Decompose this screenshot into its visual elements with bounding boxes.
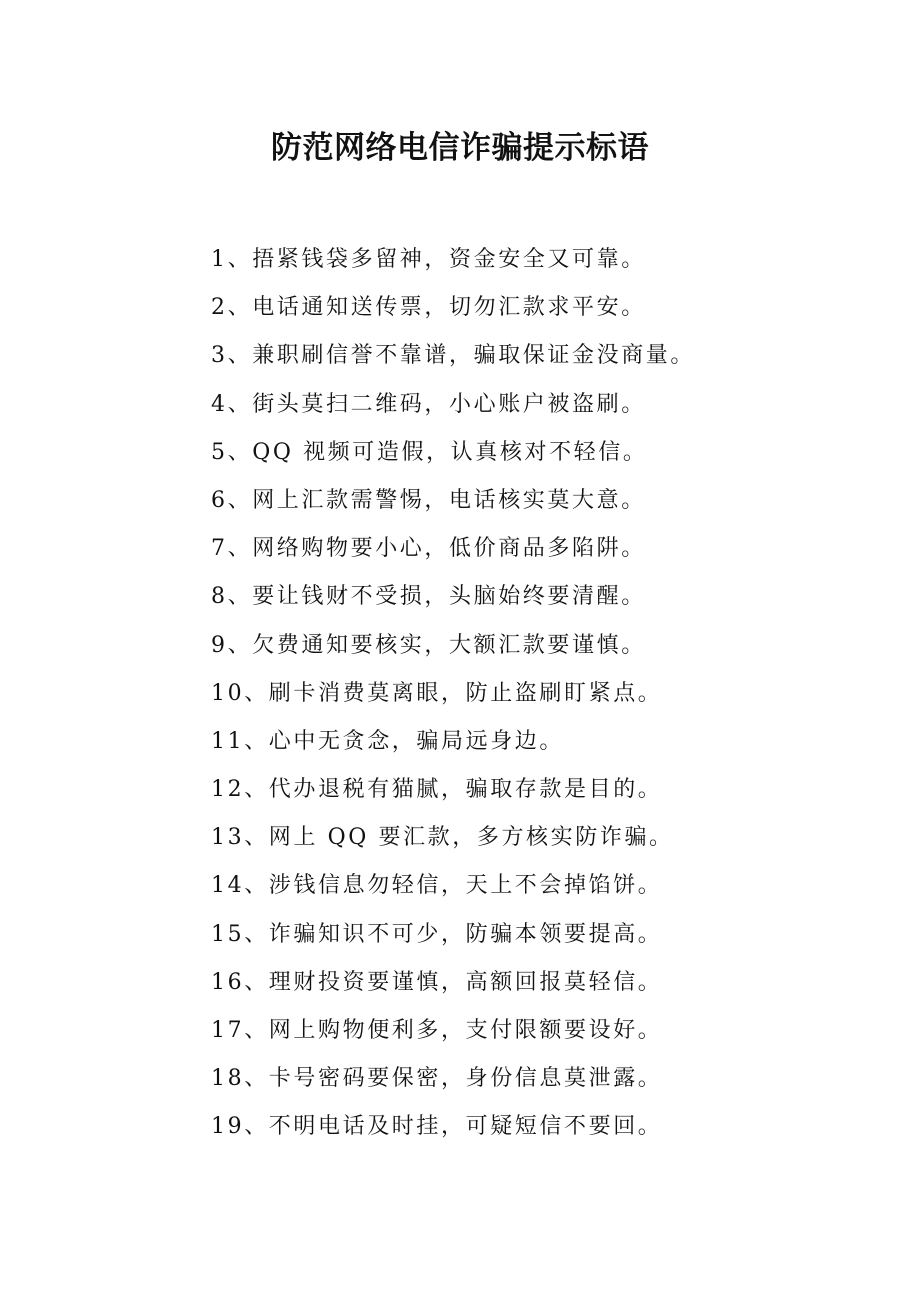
- slogan-item: 5、QQ 视频可造假，认真核对不轻信。: [211, 439, 648, 465]
- slogan-item: 1、捂紧钱袋多留神，资金安全又可靠。: [211, 247, 646, 272]
- slogan-item: 19、不明电话及时挂，可疑短信不要回。: [211, 1114, 663, 1140]
- slogan-item: 13、网上 QQ 要汇款，多方核实防诈骗。: [211, 825, 674, 851]
- slogan-item: 16、理财投资要谨慎，高额回报莫轻信。: [211, 969, 663, 995]
- slogan-item: 6、网上汇款需警惕，电话核实莫大意。: [211, 487, 646, 513]
- slogan-item: 3、兼职刷信誉不靠谱，骗取保证金没商量。: [211, 343, 695, 369]
- slogan-item: 17、网上购物便利多，支付限额要设好。: [211, 1018, 663, 1043]
- slogan-list: [211, 240, 695, 1156]
- slogan-item: 14、涉钱信息勿轻信，天上不会掉馅饼。: [211, 873, 663, 899]
- slogan-item: 7、网络购物要小心，低价商品多陷阱。: [211, 536, 646, 562]
- slogan-item: 2、电话通知送传票，切勿汇款求平安。: [211, 295, 646, 321]
- slogan-item: 9、欠费通知要核实，大额汇款要谨慎。: [211, 632, 646, 658]
- slogan-item: 15、诈骗知识不可少，防骗本领要提高。: [211, 921, 663, 947]
- slogan-item: 4、街头莫扫二维码，小心账户被盗刷。: [211, 391, 646, 417]
- slogan-item: 12、代办退税有猫腻，骗取存款是目的。: [211, 777, 663, 803]
- slogan-item: 18、卡号密码要保密，身份信息莫泄露。: [211, 1066, 663, 1092]
- slogan-item: 11、心中无贪念，骗局远身边。: [211, 728, 564, 754]
- document-title: 防范网络电信诈骗提示标语: [271, 130, 649, 166]
- slogan-item: 10、刷卡消费莫离眼，防止盗刷盯紧点。: [211, 680, 663, 706]
- slogan-item: 8、要让钱财不受损，头脑始终要清醒。: [211, 584, 646, 610]
